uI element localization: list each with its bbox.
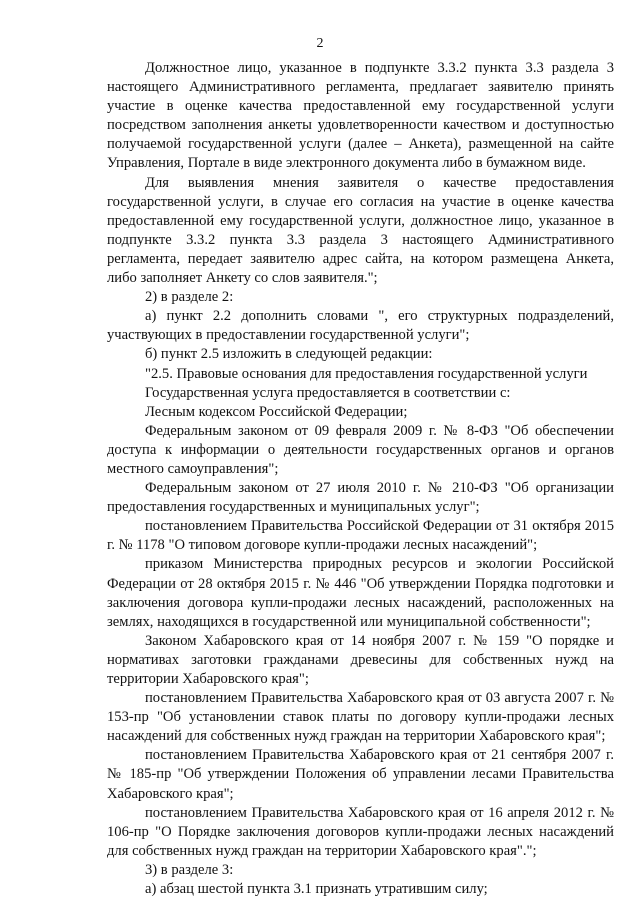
paragraph: 2) в разделе 2: [145, 289, 234, 306]
paragraph: Для выявления мнения заявителя о качестве предоставления государственной услуги, в случае его согласия на участие в оценке качества предоставленной ему государственной услуги, должностное лицо, указанное в подпункте 3.3.2 пункта 3.3 раздела 3 настоящего Административного регламента, передает заявителю адрес сайта, на котором размещена Анкета, либо заполняет Анкету со слов заявителя."; [107, 174, 614, 287]
document-body [107, 59, 614, 899]
paragraph: Государственная услуга предоставляется в соответствии с: [145, 384, 511, 401]
paragraph: постановлением Правительства Хабаровского края от 16 апреля 2012 г. № 106-пр "О Порядке заключения договоров купли-продажи лесных насаждений для собственных нужд граждан на территории Хабаровского края"."; [107, 804, 614, 859]
paragraph: Лесным кодексом Российской Федерации; [145, 403, 408, 420]
paragraph: б) пункт 2.5 изложить в следующей редакции: [145, 346, 433, 363]
paragraph: 3) в разделе 3: [145, 861, 234, 878]
paragraph: приказом Министерства природных ресурсов и экологии Российской Федерации от 28 октября 2015 г. № 446 "Об утверждении Порядка подготовки и заключения договора купли-продажи лесных насаждений, расположенных на землях, находящихся в государственной или муниципальной собственности"; [107, 556, 614, 630]
paragraph: постановлением Правительства Хабаровского края от 21 сентября 2007 г. № 185-пр "Об утверждении Положения об управлении лесами Правительства Хабаровского края"; [107, 747, 614, 802]
paragraph: постановлением Правительства Хабаровского края от 03 августа 2007 г. № 153-пр "Об установлении ставок платы по договору купли-продажи лесных насаждений для собственных нужд граждан на территории Хабаровского края"; [107, 690, 614, 745]
page-number: 2 [316, 36, 324, 51]
paragraph: постановлением Правительства Российской Федерации от 31 октября 2015 г. № 1178 "О типовом договоре купли-продажи лесных насаждений"; [107, 518, 614, 554]
paragraph: Федеральным законом от 27 июля 2010 г. № 210-ФЗ "Об организации предоставления государственных и муниципальных услуг"; [107, 480, 614, 516]
paragraph: Законом Хабаровского края от 14 ноября 2007 г. № 159 "О порядке и нормативах заготовки гражданами древесины для собственных нужд на территории Хабаровского края"; [107, 632, 614, 687]
paragraph: а) абзац шестой пункта 3.1 признать утратившим силу; [145, 881, 488, 898]
paragraph: Должностное лицо, указанное в подпункте 3.3.2 пункта 3.3 раздела 3 настоящего Административного регламента, предлагает заявителю принять участие в оценке качества предоставленной ему государственной услуги посредством заполнения анкеты удовлетворенности качеством и доступностью получаемой государственной услуги (далее – Анкета), размещенной на сайте Управления, Портале в виде электронного документа либо в бумажном виде. [107, 60, 614, 172]
paragraph: Федеральным законом от 09 февраля 2009 г. № 8-ФЗ "Об обеспечении доступа к информации о деятельности государственных органов и органов местного самоуправления"; [107, 422, 614, 477]
paragraph: "2.5. Правовые основания для предоставления государственной услуги [145, 365, 588, 382]
paragraph: а) пункт 2.2 дополнить словами ", его структурных подразделений, участвующих в предоставлении государственной услуги"; [107, 308, 614, 344]
